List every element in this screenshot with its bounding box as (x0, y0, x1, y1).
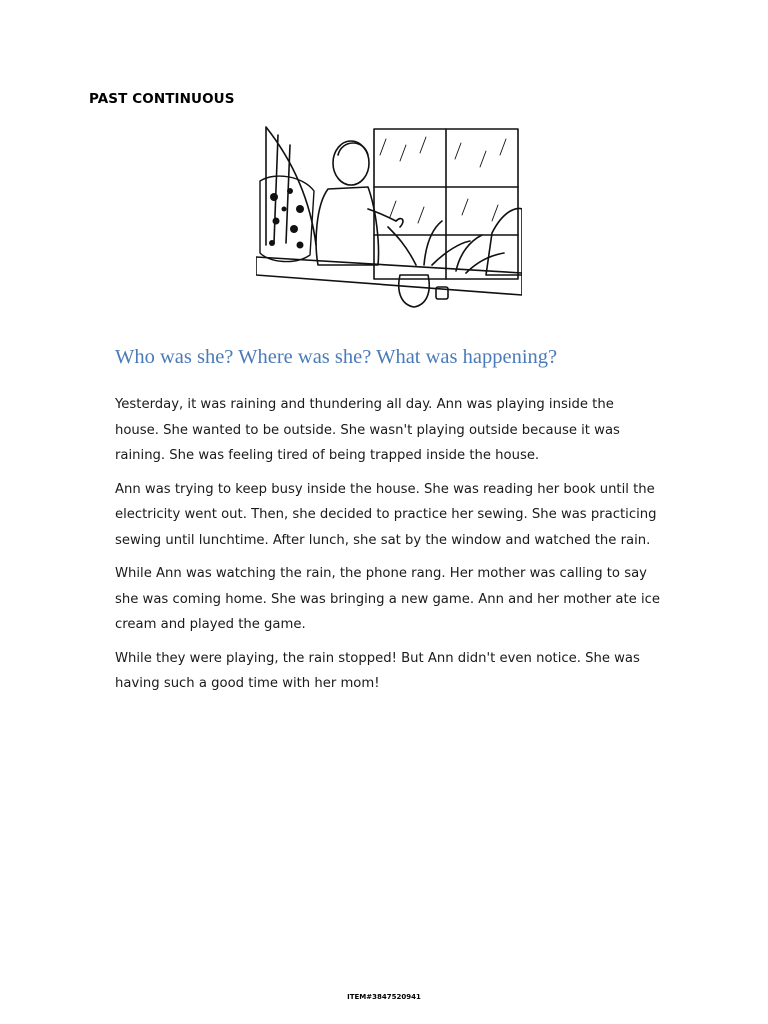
worksheet-heading: PAST CONTINUOUS (89, 91, 235, 107)
story-text (115, 392, 660, 705)
item-number-footer: ITEM#3847520941 (347, 993, 421, 1001)
story-paragraph-3: While Ann was watching the rain, the phone rang. Her mother was calling to say she was coming home. She was bringing a new game. Ann and her mother ate ice cream and played the game. (115, 566, 661, 632)
worksheet-question: Who was she? Where was she? What was happening? (115, 346, 558, 368)
story-paragraph-1: Yesterday, it was raining and thundering all day. Ann was playing inside the house. She wanted to be outside. She wasn't playing outside because it was raining. She was feeling tired of being trapped inside the house. (115, 397, 620, 463)
story-paragraph-4: While they were playing, the rain stopped! But Ann didn't even notice. She was having such a good time with her mom! (115, 650, 640, 691)
story-paragraph-2: Ann was trying to keep busy inside the house. She was reading her book until the electricity went out. Then, she decided to practice her sewing. She was practicing sewing until lunchtime. After lunch, she sat by the window and watched the rain. (115, 481, 657, 548)
girl-at-window-illustration (256, 125, 522, 315)
